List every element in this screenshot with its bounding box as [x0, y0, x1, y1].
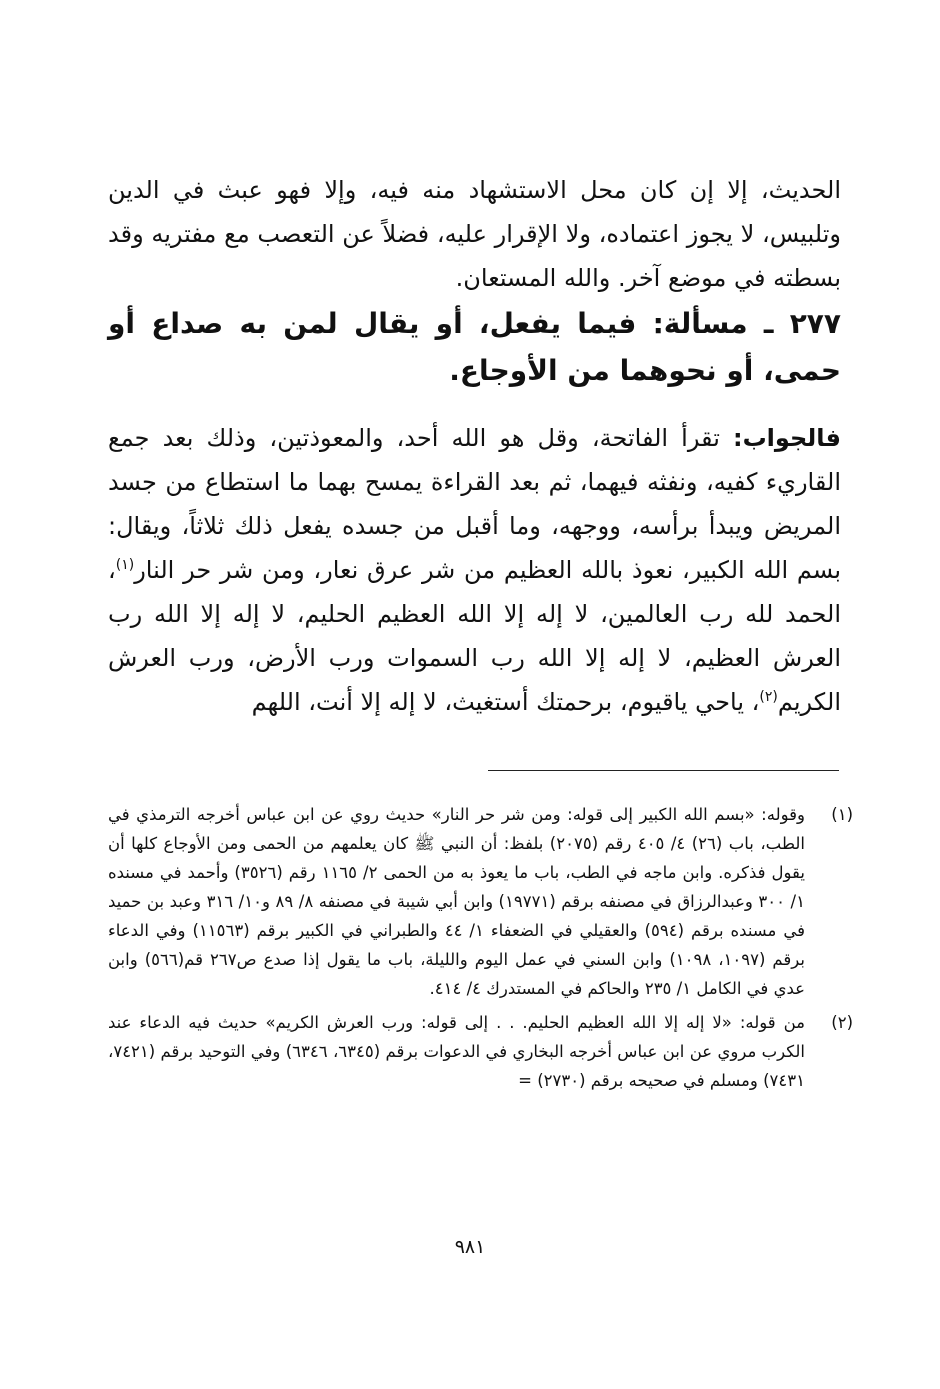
footnote-divider — [488, 770, 839, 771]
answer-part-2: ، الحمد لله رب العالمين، لا إله إلا الله العظيم الحليم، لا إله إلا الله رب العرش العظيم، لا إله إلا الله رب السموات ورب الأرض، ورب العرش الكريم — [108, 556, 841, 716]
footnote-1 — [108, 800, 853, 1003]
question-dash: ـ — [747, 307, 790, 340]
question-heading — [108, 300, 841, 394]
main-text — [108, 168, 841, 724]
answer-part-3: ، ياحي ياقيوم، برحمتك أستغيث، لا إله إلا أنت، اللهم — [251, 688, 760, 716]
answer-part-1: تقرأ الفاتحة، وقل هو الله أحد، والمعوذتين، وذلك بعد جمع القاريء كفيه، ونفثه فيهما، ثم بعد القراءة يمسح بهما ما استطاع من جسد المريض ويبدأ برأسه، ووجهه، وما أقبل من جسده يفعل ذلك ثلاثاً، ويقال: بسم الله الكبير، نعوذ بالله العظيم من شر عرق نعار، ومن شر حر النار — [108, 424, 841, 584]
footnote-2 — [108, 1008, 853, 1095]
question-text: فيما يفعل، أو يقال لمن به صداع أو حمى، أو نحوهما من الأوجاع. — [108, 307, 841, 387]
answer-lead: فالجواب: — [732, 424, 841, 452]
page-number: ٩٨١ — [454, 1236, 486, 1258]
footnote-number: (١) — [831, 805, 853, 824]
footnotes — [108, 800, 853, 1095]
footnote-ref-2[interactable]: (٢) — [759, 689, 778, 705]
answer-paragraph — [108, 416, 841, 724]
question-number: ٢٧٧ — [789, 307, 841, 340]
footnote-text: وقوله: «بسم الله الكبير إلى قوله: ومن شر حر النار» حديث روي عن ابن عباس أخرجه الترمذي في الطب، باب (٢٦) ٤/ ٤٠٥ رقم (٢٠٧٥) بلفظ: أن النبي ﷺ كان يعلمهم من الحمى ومن الأوجاع كلها أن يقول فذكره. وابن ماجه في الطب، باب ما يعوذ به من الحمى ٢/ ١١٦٥ رقم (٣٥٢٦) وأحمد في مسنده ١/ ٣٠٠ وعبدالرزاق في مصنفه برقم (١٩٧٧١) وابن أبي شيبة في مصنفه ٨/ ٨٩ و١٠/ ٣١٦ وعبد بن حميد في مسنده برقم (٥٩٤) والعقيلي في الضعفاء ١/ ٤٤ والطبراني في الكبير برقم (١١٥٦٣) وفي الدعاء برقم (١٠٩٧، ١٠٩٨) وابن السني في عمل اليوم والليلة، باب ما يقول إذا صدع ص٢٦٧ قم(٥٦٦) وابن عدي في الكامل ١/ ٢٣٥ والحاكم في المستدرك ٤/ ٤١٤. — [108, 805, 806, 998]
intro-paragraph: الحديث، إلا إن كان محل الاستشهاد منه فيه، وإلا فهو عبث في الدين وتلبيس، لا يجوز اعتماده، ولا الإقرار عليه، فضلاً عن التعصب مع مفتريه وقد بسطته في موضع آخر. والله المستعان. — [108, 176, 841, 292]
footnote-ref-1[interactable]: (١) — [115, 557, 135, 573]
question-label: مسألة: — [652, 307, 748, 340]
footnote-text: من قوله: «لا إله إلا الله العظيم الحليم. . . إلى قوله: ورب العرش الكريم» حديث فيه الدعاء عند الكرب مروي عن ابن عباس أخرجه البخاري في الدعوات برقم (٦٣٤٥، ٦٣٤٦) وفي التوحيد برقم (٧٤٢١، ٧٤٣١) ومسلم في صحيحه برقم (٢٧٣٠) = — [108, 1013, 805, 1090]
footnote-number: (٢) — [831, 1013, 853, 1032]
